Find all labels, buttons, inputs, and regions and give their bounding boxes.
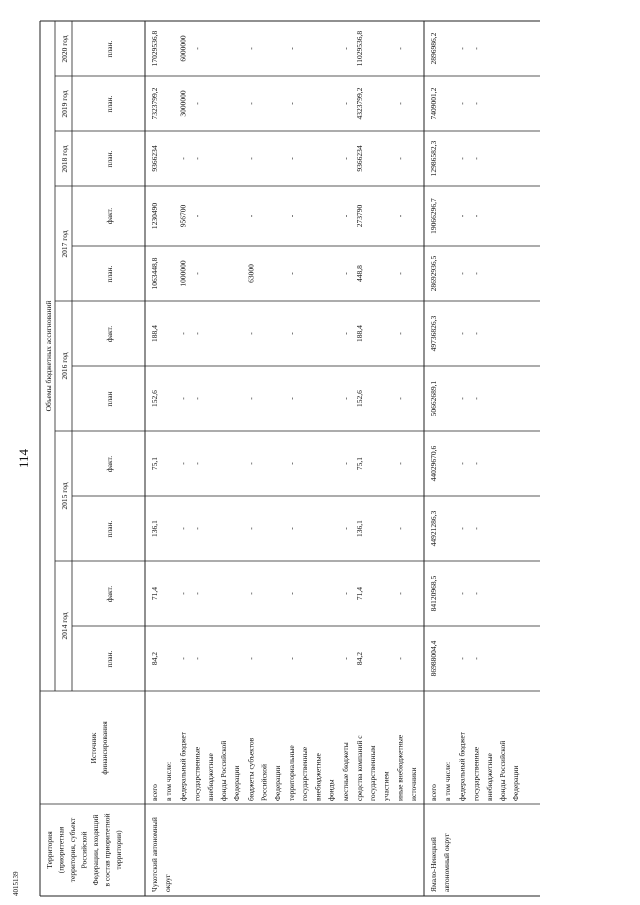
header-territory: территория, субъект bbox=[68, 817, 77, 883]
value-cell: - bbox=[178, 397, 188, 400]
value-cell: 17029536,8 bbox=[150, 30, 159, 67]
header-fact: факт. bbox=[105, 455, 114, 473]
value-cell: - bbox=[457, 657, 467, 660]
value-cell: 9366234 bbox=[355, 145, 364, 172]
value-cell: - bbox=[246, 157, 256, 160]
value-cell: - bbox=[246, 214, 256, 218]
source-label: государственные bbox=[300, 746, 310, 801]
value-cell: 84120968,5 bbox=[429, 575, 438, 612]
header-year: 2017 год bbox=[60, 230, 69, 258]
source-label: всего bbox=[150, 784, 159, 801]
value-cell: 4323799,2 bbox=[355, 87, 364, 120]
header-fact: факт. bbox=[105, 207, 114, 225]
value-cell: - bbox=[246, 527, 256, 530]
value-cell: - bbox=[246, 657, 256, 660]
value-cell: 75,1 bbox=[150, 456, 159, 471]
value-cell: - bbox=[192, 272, 202, 275]
source-label: государственные bbox=[471, 746, 481, 801]
value-cell: - bbox=[395, 272, 405, 275]
header-plan: план. bbox=[105, 95, 114, 113]
header-fact: факт. bbox=[105, 585, 114, 603]
value-cell: - bbox=[178, 592, 188, 595]
header-territory: Российской bbox=[79, 831, 89, 869]
source-label: Федерации bbox=[272, 765, 282, 801]
header-plan: план. bbox=[105, 650, 114, 668]
region-name: автономный округ bbox=[442, 833, 452, 892]
header-plan: план. bbox=[105, 150, 114, 168]
value-cell: - bbox=[471, 462, 481, 465]
value-cell: - bbox=[246, 462, 256, 465]
source-label: Российской bbox=[259, 764, 269, 801]
header-plan: план. bbox=[105, 520, 114, 538]
value-cell: 7323799,2 bbox=[150, 87, 159, 120]
value-cell: - bbox=[192, 157, 202, 160]
value-cell: - bbox=[287, 214, 296, 218]
value-cell: - bbox=[287, 527, 296, 530]
region-name: округ bbox=[163, 874, 173, 892]
value-cell: - bbox=[395, 102, 405, 105]
value-cell: - bbox=[395, 214, 405, 218]
value-cell: - bbox=[178, 527, 188, 530]
value-cell: - bbox=[471, 214, 481, 218]
value-cell: 71,4 bbox=[355, 586, 364, 601]
value-cell: - bbox=[457, 527, 467, 530]
value-cell: - bbox=[340, 332, 350, 335]
source-label: фонды Российской bbox=[498, 740, 507, 801]
value-cell: - bbox=[287, 157, 296, 160]
value-cell: 1230490 bbox=[150, 202, 159, 230]
value-cell: - bbox=[192, 462, 202, 465]
value-cell: - bbox=[192, 47, 202, 50]
value-cell: 9366234 bbox=[150, 145, 159, 172]
header-year: 2019 год bbox=[60, 90, 69, 118]
header-year: 2016 год bbox=[60, 352, 69, 380]
source-label: внебюджетные bbox=[205, 753, 215, 801]
source-label: федеральный бюджет bbox=[457, 731, 467, 801]
value-cell: - bbox=[457, 102, 467, 105]
header-year: 2014 год bbox=[60, 612, 69, 640]
value-cell: - bbox=[340, 527, 350, 530]
value-cell: - bbox=[340, 397, 350, 400]
value-cell: - bbox=[471, 47, 481, 50]
value-cell: 2896986,2 bbox=[429, 32, 438, 65]
value-cell: - bbox=[287, 657, 296, 660]
header-source: финансирования bbox=[100, 721, 109, 775]
value-cell: - bbox=[340, 214, 350, 218]
source-label: фонды Российской bbox=[219, 740, 228, 801]
value-cell: 188,4 bbox=[150, 325, 159, 342]
source-label: фонды bbox=[326, 779, 336, 801]
value-cell: - bbox=[287, 47, 296, 50]
value-cell: 152,6 bbox=[355, 390, 364, 407]
value-cell: - bbox=[340, 657, 350, 660]
value-cell: - bbox=[457, 47, 467, 50]
value-cell: - bbox=[471, 657, 481, 660]
value-cell: - bbox=[192, 397, 202, 400]
value-cell: 12986582,3 bbox=[429, 140, 438, 177]
value-cell: 11029536,8 bbox=[355, 30, 364, 67]
value-cell: - bbox=[457, 214, 467, 218]
value-cell: - bbox=[246, 102, 256, 105]
source-label: федеральный бюджет bbox=[178, 731, 188, 801]
document-code: 4015139 bbox=[12, 871, 20, 896]
value-cell: - bbox=[178, 462, 188, 465]
value-cell: - bbox=[471, 332, 481, 335]
value-cell: - bbox=[340, 157, 350, 160]
source-label: Федерации bbox=[232, 765, 242, 801]
value-cell: 1000000 bbox=[178, 260, 188, 287]
value-cell: - bbox=[457, 157, 467, 160]
source-label: бюджеты субъектов bbox=[246, 737, 256, 801]
value-cell: - bbox=[287, 592, 296, 595]
source-label: всего bbox=[429, 784, 438, 801]
value-cell: 44921286,3 bbox=[429, 510, 438, 547]
value-cell: - bbox=[471, 397, 481, 400]
value-cell: 956700 bbox=[178, 204, 188, 228]
source-label: участием bbox=[381, 771, 391, 801]
value-cell: 44029670,6 bbox=[429, 445, 438, 482]
value-cell: 75,1 bbox=[355, 456, 364, 471]
value-cell: 50662689,1 bbox=[429, 380, 438, 417]
source-label: Федерации bbox=[511, 765, 521, 801]
source-label: территориальные bbox=[287, 745, 296, 801]
value-cell: - bbox=[287, 397, 296, 400]
value-cell: - bbox=[471, 592, 481, 595]
value-cell: - bbox=[395, 47, 405, 50]
value-cell: - bbox=[340, 47, 350, 50]
header-plan: план bbox=[105, 391, 114, 407]
value-cell: - bbox=[287, 102, 296, 105]
value-cell: - bbox=[340, 272, 350, 275]
value-cell: 6000000 bbox=[178, 35, 188, 62]
header-plan: план. bbox=[105, 40, 114, 58]
region-name: Чукотский автономный bbox=[150, 817, 159, 892]
value-cell: - bbox=[395, 462, 405, 465]
value-cell: - bbox=[457, 462, 467, 465]
value-cell: - bbox=[192, 657, 202, 660]
source-label: государственным bbox=[368, 745, 378, 801]
value-cell: - bbox=[287, 332, 296, 335]
value-cell: - bbox=[395, 592, 405, 595]
header-territory: (приоритетная bbox=[56, 826, 66, 874]
value-cell: - bbox=[340, 592, 350, 595]
value-cell: - bbox=[395, 657, 405, 660]
source-label: внебюджетные bbox=[313, 753, 323, 801]
table-rotated bbox=[12, 21, 540, 896]
header-territory: Территория bbox=[45, 831, 54, 869]
value-cell: - bbox=[457, 332, 467, 335]
value-cell: - bbox=[246, 592, 256, 595]
region-name: Ямало-Ненецкий bbox=[429, 837, 438, 892]
value-cell: 448,8 bbox=[355, 265, 364, 282]
value-cell: - bbox=[395, 527, 405, 530]
header-year: 2018 год bbox=[60, 145, 69, 173]
value-cell: - bbox=[246, 397, 256, 400]
value-cell: - bbox=[457, 592, 467, 595]
value-cell: 49736826,3 bbox=[429, 315, 438, 352]
value-cell: 7409001,2 bbox=[429, 87, 438, 120]
value-cell: - bbox=[287, 272, 296, 275]
value-cell: - bbox=[178, 657, 188, 660]
header-territory: территории) bbox=[114, 830, 123, 870]
source-label: государственные bbox=[192, 746, 202, 801]
value-cell: 1063448,8 bbox=[150, 257, 159, 290]
source-label: внебюджетные bbox=[484, 753, 494, 801]
source-label: в том числе: bbox=[443, 761, 453, 801]
value-cell: 84,2 bbox=[355, 651, 364, 666]
header-fact: факт. bbox=[105, 325, 114, 343]
header-source: Источник bbox=[89, 732, 98, 764]
value-cell: - bbox=[395, 157, 405, 160]
value-cell: 188,4 bbox=[355, 325, 364, 342]
value-cell: - bbox=[192, 527, 202, 530]
source-label: в том числе: bbox=[164, 761, 174, 801]
page-number: 114 bbox=[16, 448, 31, 469]
value-cell: 273790 bbox=[355, 204, 364, 228]
value-cell: - bbox=[192, 102, 202, 105]
value-cell: - bbox=[395, 397, 405, 400]
value-cell: 86988004,4 bbox=[429, 640, 438, 677]
header-territory: Федерации, входящий bbox=[91, 814, 100, 886]
header-budget-volumes: Объемы бюджетных ассигнований bbox=[44, 300, 53, 412]
value-cell: - bbox=[471, 102, 481, 105]
value-cell: - bbox=[192, 332, 202, 335]
value-cell: 136,1 bbox=[355, 520, 364, 537]
value-cell: - bbox=[192, 214, 202, 218]
header-territory: в состав приоритетной bbox=[102, 813, 112, 887]
value-cell: 63000 bbox=[246, 264, 256, 283]
header-year: 2020 год bbox=[60, 35, 69, 63]
header-year: 2015 год bbox=[60, 482, 69, 510]
value-cell: 28692936,5 bbox=[429, 255, 438, 292]
value-cell: - bbox=[287, 462, 296, 465]
value-cell: - bbox=[246, 332, 256, 335]
source-label: местные бюджеты bbox=[340, 742, 350, 801]
value-cell: - bbox=[340, 462, 350, 465]
source-label: средства компаний с bbox=[355, 735, 364, 801]
value-cell: - bbox=[457, 397, 467, 400]
value-cell: 152,6 bbox=[150, 390, 159, 407]
value-cell: - bbox=[471, 157, 481, 160]
header-plan: план. bbox=[105, 265, 114, 283]
source-label: источники bbox=[408, 767, 418, 801]
value-cell: - bbox=[246, 47, 256, 50]
value-cell: - bbox=[395, 332, 405, 335]
value-cell: - bbox=[471, 527, 481, 530]
value-cell: - bbox=[471, 272, 481, 275]
value-cell: 71,4 bbox=[150, 586, 159, 601]
source-label: иные внебюджетные bbox=[395, 734, 405, 801]
value-cell: - bbox=[457, 272, 467, 275]
value-cell: 136,1 bbox=[150, 520, 159, 537]
value-cell: 3000000 bbox=[178, 90, 188, 117]
value-cell: - bbox=[192, 592, 202, 595]
value-cell: - bbox=[340, 102, 350, 105]
value-cell: 84,2 bbox=[150, 651, 159, 666]
value-cell: 19066296,7 bbox=[429, 198, 438, 234]
value-cell: - bbox=[178, 332, 188, 335]
value-cell: - bbox=[178, 157, 188, 160]
